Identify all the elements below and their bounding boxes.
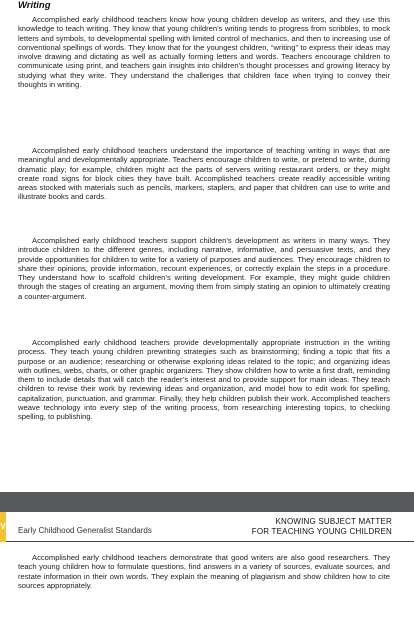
paragraph: Accomplished early childhood teachers demonstrate that good writers are also good researchers. They teach young children how to formulate questions, find answers in a variety of sources, evaluate sources, and restate information in their own words. They explain the meaning of plagiarism and show children how to cite sources appropriately. [18, 553, 390, 590]
subject-title [252, 517, 392, 537]
section-tab-letter: V [0, 522, 6, 531]
paragraph: Accomplished early childhood teachers provide developmentally appropriate instruction in the writing process. They teach young children prewriting strategies such as brainstorming; finding a topic that fits a purpose or an audience; researching or otherwise exploring ideas related to the topic; and organizing ideas with outlines, webs, charts, or other graphic organizers. They show children how to write a first draft, reminding them to include details that will catch the reader’s interest and to provide support for main ideas. They teach children to revise their work by reviewing ideas and organization, and model how to edit work for spelling, capitalization, punctuation, and grammar. Finally, they help children publish their work. Accomplished teachers weave technology into every step of the writing process, from researching interesting topics, to checking spelling, to publishing. [18, 338, 390, 422]
page-break-band [0, 492, 414, 512]
paragraph: Accomplished early childhood teachers understand the importance of teaching writing in ways that are meaningful and developmentally appropriate. Teachers encourage children to write, or pretend to write, during dramatic play; for example, children might act the parts of servers writing restaurant orders, or they might create road signs for block cities they have built. Accomplished teachers create readily accessible writing areas stocked with materials such as pencils, markers, staplers, and paper that children can use to write and illustrate books and cards. [18, 146, 390, 202]
subject-title-line1: KNOWING SUBJECT MATTER [275, 517, 392, 526]
paragraph: Accomplished early childhood teachers know how young children develop as writers, and they use this knowledge to teach writing. They know that young children’s writing tends to progress from scribbles, to mock letters and symbols, to developmental spelling with limited control of mechanics, and then to increasing use of conventional spellings of words. They know that for the youngest children, “writing” to express their ideas may involve drawing and dictating as well as actually forming letters and words. Teachers encourage children to communicate using print, and teachers gain insights into children’s thought processes and growing literacy by studying what they write. They understand the challenges that children face when trying to convey their thoughts in writing. [18, 15, 390, 90]
subject-title-line2: FOR TEACHING YOUNG CHILDREN [251, 527, 392, 536]
paragraph: Accomplished early childhood teachers support children’s development as writers in many ways. They introduce children to the different genres, including narrative, informative, and persuasive texts, and they provide opportunities for children to write for a variety of purposes and audiences. They encourage children to share their opinions, provide information, recount experiences, or correctly explain the steps in a procedure. They understand how to scaffold children’s writing development. For example, they might guide children through the stages of creating an argument, moving them from simply stating an opinion to ultimately creating a counter-argument. [18, 236, 390, 301]
section-heading: Writing [18, 0, 51, 11]
standards-name: Early Childhood Generalist Standards [18, 526, 152, 535]
header-rule [6, 541, 414, 542]
